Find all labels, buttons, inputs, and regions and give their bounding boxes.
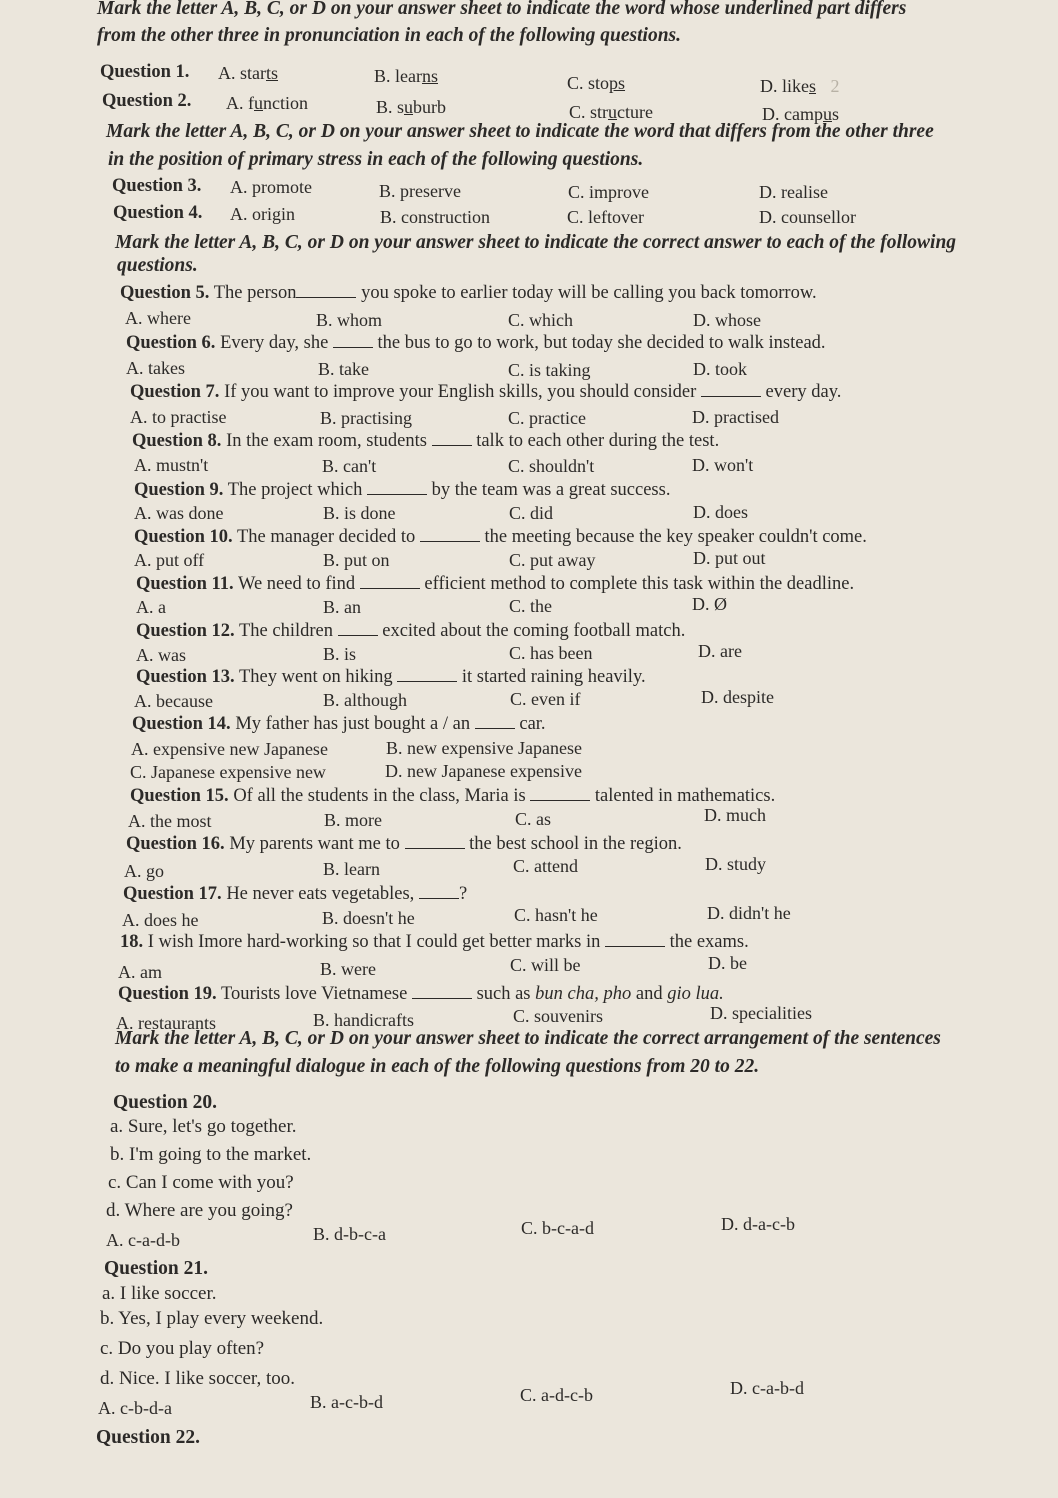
q12-option-b[interactable]: B. is [323, 644, 357, 664]
instruction-pronunciation-line2: from the other three in pronunciation in each of the following questions. [97, 25, 682, 46]
q2-option-a[interactable]: A. function [226, 93, 308, 113]
q15-option-d[interactable]: D. much [704, 805, 766, 825]
q4-option-a[interactable]: A. origin [230, 204, 295, 224]
q10-option-b[interactable]: B. put on [323, 550, 390, 570]
q15-option-b[interactable]: B. more [324, 810, 382, 830]
q2-option-d[interactable]: D. campus [762, 104, 839, 124]
q5-option-b[interactable]: B. whom [316, 310, 383, 330]
q6-option-b[interactable]: B. take [318, 359, 369, 379]
q7-option-b[interactable]: B. practising [320, 408, 412, 428]
answer-blank [367, 478, 427, 495]
q20-option-a[interactable]: A. c-a-d-b [106, 1230, 180, 1250]
q7-option-d[interactable]: D. practised [692, 407, 779, 427]
q17-option-c[interactable]: C. hasn't he [514, 905, 598, 925]
q17-option-d[interactable]: D. didn't he [707, 903, 791, 923]
question-4: Question 4. [113, 203, 203, 223]
q16-option-c[interactable]: C. attend [513, 856, 578, 876]
q13-option-a[interactable]: A. because [134, 691, 213, 711]
q3-option-d[interactable]: D. realise [759, 182, 828, 202]
q11-option-c[interactable]: C. the [509, 596, 552, 616]
q11-option-d[interactable]: D. Ø [692, 594, 727, 614]
q14-option-b[interactable]: B. new expensive Japanese [386, 738, 582, 758]
q20-option-b[interactable]: B. d-b-c-a [313, 1224, 386, 1244]
q19-option-c[interactable]: C. souvenirs [513, 1006, 603, 1026]
q8-option-d[interactable]: D. won't [692, 455, 754, 475]
q10-option-c[interactable]: C. put away [509, 550, 596, 570]
q20-option-c[interactable]: C. b-c-a-d [521, 1218, 594, 1238]
q4-option-b[interactable]: B. construction [380, 207, 490, 227]
q12-option-d[interactable]: D. are [698, 641, 742, 661]
q17-option-b[interactable]: B. doesn't he [322, 908, 415, 928]
question-9: Question 9. The project which by the team was a great success. [134, 480, 671, 500]
margin-note: 2 [830, 76, 840, 96]
question-12: Question 12. The children excited about the coming football match. [136, 621, 686, 641]
q20-line-b: b. I'm going to the market. [110, 1144, 312, 1165]
q12-option-a[interactable]: A. was [136, 645, 186, 665]
q8-option-b[interactable]: B. can't [322, 456, 377, 476]
question-10: Question 10. The manager decided to the meeting because the key speaker couldn't come. [134, 527, 867, 547]
q16-option-b[interactable]: B. learn [323, 859, 380, 879]
q20-option-d[interactable]: D. d-a-c-b [721, 1214, 795, 1234]
instruction-correct-line1: Mark the letter A, B, C, or D on your answer sheet to indicate the correct answer to each of the following [115, 232, 957, 253]
q2-option-b[interactable]: B. suburb [376, 97, 447, 117]
question-1: Question 1. [100, 62, 190, 82]
instruction-dialogue-line1: Mark the letter A, B, C, or D on your answer sheet to indicate the correct arrangement of the sentences [115, 1028, 941, 1049]
question-6: Question 6. Every day, she the bus to go to work, but today she decided to walk instead. [126, 333, 826, 353]
answer-blank [397, 665, 457, 682]
q19-option-a[interactable]: A. restaurants [116, 1013, 216, 1033]
q14-option-a[interactable]: A. expensive new Japanese [131, 739, 328, 759]
instruction-stress-line1: Mark the letter A, B, C, or D on your answer sheet to indicate the word that differs from the other three [106, 121, 934, 142]
q6-option-c[interactable]: C. is taking [508, 360, 591, 380]
q14-option-c[interactable]: C. Japanese expensive new [130, 762, 326, 782]
q3-option-a[interactable]: A. promote [230, 177, 312, 197]
q13-option-d[interactable]: D. despite [701, 687, 774, 707]
instruction-dialogue-line2: to make a meaningful dialogue in each of the following questions from 20 to 22. [115, 1056, 760, 1077]
q16-option-d[interactable]: D. study [705, 854, 767, 874]
instruction-pronunciation-line1: Mark the letter A, B, C, or D on your answer sheet to indicate the word whose underlined part differs [97, 0, 907, 19]
q4-option-d[interactable]: D. counsellor [759, 207, 856, 227]
q21-line-a: a. I like soccer. [102, 1283, 217, 1304]
q7-option-a[interactable]: A. to practise [130, 407, 227, 427]
question-18: 18. I wish Imore hard-working so that I could get better marks in the exams. [120, 932, 749, 952]
q13-option-c[interactable]: C. even if [510, 689, 581, 709]
question-5: Question 5. The person you spoke to earlier today will be calling you back tomorrow. [120, 283, 817, 303]
q15-option-c[interactable]: C. as [515, 809, 551, 829]
q12-option-c[interactable]: C. has been [509, 643, 593, 663]
answer-blank [419, 882, 459, 899]
answer-blank [420, 525, 480, 542]
q5-option-c[interactable]: C. which [508, 310, 573, 330]
q1-option-b[interactable]: B. learns [374, 66, 438, 86]
q18-option-d[interactable]: D. be [708, 953, 747, 973]
q10-option-d[interactable]: D. put out [693, 548, 766, 568]
q1-option-a[interactable]: A. starts [218, 63, 279, 83]
q9-option-d[interactable]: D. does [693, 502, 748, 522]
q11-option-a[interactable]: A. a [136, 597, 166, 617]
q7-option-c[interactable]: C. practice [508, 408, 586, 428]
q9-option-a[interactable]: A. was done [134, 503, 224, 523]
q18-option-a[interactable]: A. am [118, 962, 162, 982]
q14-option-d[interactable]: D. new Japanese expensive [385, 761, 582, 781]
answer-blank [412, 982, 472, 999]
q18-option-c[interactable]: C. will be [510, 955, 581, 975]
q9-option-b[interactable]: B. is done [323, 503, 396, 523]
q1-option-c[interactable]: C. stops [567, 73, 626, 93]
q21-line-b: b. Yes, I play every weekend. [100, 1308, 324, 1329]
q21-option-a[interactable]: A. c-b-d-a [98, 1398, 172, 1418]
question-22-heading: Question 22. [96, 1427, 201, 1448]
q18-option-b[interactable]: B. were [320, 959, 376, 979]
question-16: Question 16. My parents want me to the best school in the region. [126, 834, 682, 854]
question-13: Question 13. They went on hiking it started raining heavily. [136, 667, 646, 687]
q9-option-c[interactable]: C. did [509, 503, 554, 523]
question-2: Question 2. [102, 91, 192, 111]
instruction-correct-line2: questions. [117, 255, 198, 276]
q6-option-d[interactable]: D. took [693, 359, 747, 379]
answer-blank [432, 429, 472, 446]
q20-line-d: d. Where are you going? [106, 1200, 293, 1221]
answer-blank [333, 331, 373, 348]
instruction-stress-line2: in the position of primary stress in each of the following questions. [108, 149, 644, 170]
q19-option-d[interactable]: D. specialities [710, 1003, 812, 1023]
q21-option-d[interactable]: D. c-a-b-d [730, 1378, 804, 1398]
answer-blank [338, 619, 378, 636]
q15-option-a[interactable]: A. the most [128, 811, 212, 831]
q20-line-a: a. Sure, let's go together. [110, 1116, 297, 1137]
q8-option-c[interactable]: C. shouldn't [508, 456, 595, 476]
q21-line-d: d. Nice. I like soccer, too. [100, 1368, 295, 1389]
question-8: Question 8. In the exam room, students talk to each other during the test. [132, 431, 720, 451]
answer-blank [605, 930, 665, 947]
question-7: Question 7. If you want to improve your English skills, you should consider every day. [130, 382, 842, 402]
question-14: Question 14. My father has just bought a / an car. [132, 714, 546, 734]
q5-option-d[interactable]: D. whose [693, 310, 761, 330]
q21-option-c[interactable]: C. a-d-c-b [520, 1385, 593, 1405]
question-3: Question 3. [112, 176, 202, 196]
q10-option-a[interactable]: A. put off [134, 550, 205, 570]
q1-option-d[interactable]: D. likes 2 [760, 76, 840, 96]
answer-blank [530, 784, 590, 801]
answer-blank [296, 281, 356, 298]
question-11: Question 11. We need to find efficient method to complete this task within the deadline. [136, 574, 855, 594]
q2-option-c[interactable]: C. structure [569, 102, 653, 122]
question-17: Question 17. He never eats vegetables, ? [123, 884, 468, 904]
answer-blank [475, 712, 515, 729]
q13-option-b[interactable]: B. although [323, 690, 407, 710]
answer-blank [701, 380, 761, 397]
q17-option-a[interactable]: A. does he [122, 910, 199, 930]
q4-option-c[interactable]: C. leftover [567, 207, 644, 227]
question-21-heading: Question 21. [104, 1258, 209, 1279]
q21-option-b[interactable]: B. a-c-b-d [310, 1392, 383, 1412]
q20-line-c: c. Can I come with you? [108, 1172, 294, 1193]
question-20-heading: Question 20. [113, 1092, 218, 1113]
q3-option-b[interactable]: B. preserve [379, 181, 461, 201]
answer-blank [405, 832, 465, 849]
question-15: Question 15. Of all the students in the class, Maria is talented in mathematics. [130, 786, 776, 806]
q11-option-b[interactable]: B. an [323, 597, 361, 617]
question-19: Question 19. Tourists love Vietnamese such as bun cha, pho and gio lua. [118, 984, 724, 1004]
answer-blank [360, 572, 420, 589]
q6-option-a[interactable]: A. takes [126, 358, 185, 378]
q21-line-c: c. Do you play often? [100, 1338, 265, 1359]
q3-option-c[interactable]: C. improve [568, 182, 649, 202]
q19-option-b[interactable]: B. handicrafts [313, 1010, 414, 1030]
q16-option-a[interactable]: A. go [124, 861, 164, 881]
q8-option-a[interactable]: A. mustn't [134, 455, 209, 475]
q5-option-a[interactable]: A. where [125, 308, 191, 328]
